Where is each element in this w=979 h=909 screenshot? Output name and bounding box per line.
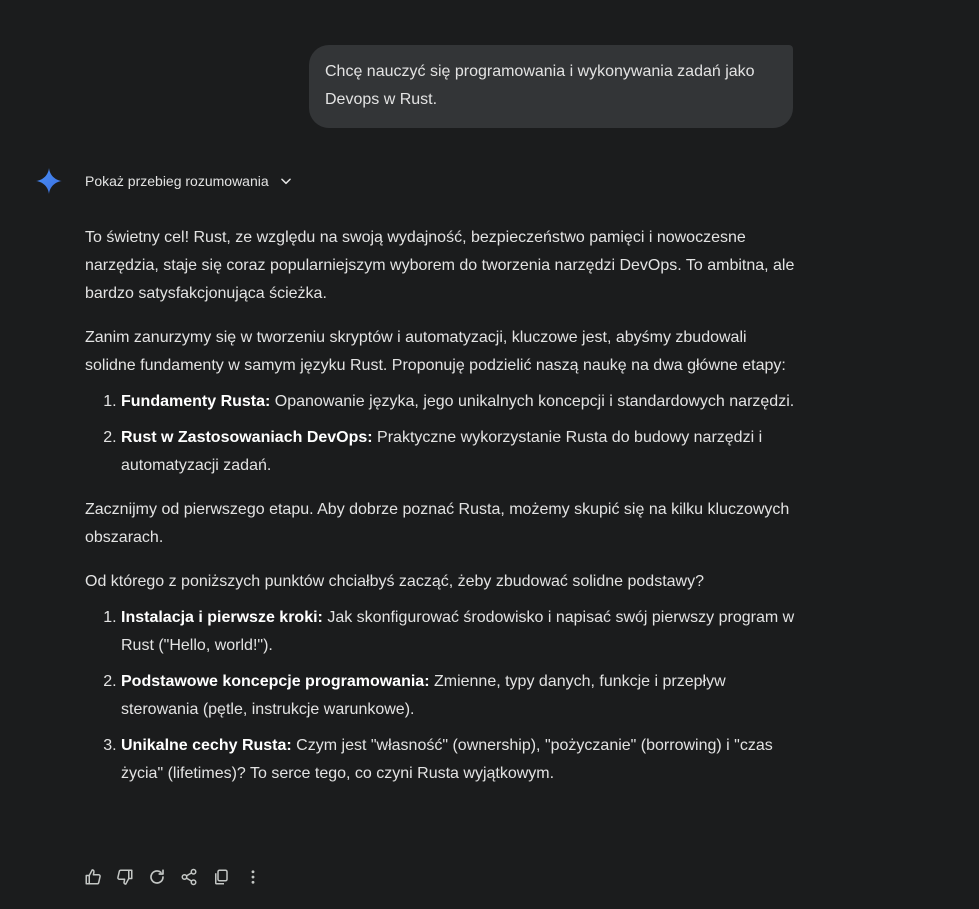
- assistant-response: [85, 224, 797, 804]
- response-paragraph: To świetny cel! Rust, ze względu na swoją wydajność, bezpieczeństwo pamięci i nowoczesne narzędzia, staje się coraz popularniejszym wyborem do tworzenia narzędzi DevOps. To ambitna, ale bardzo satysfakcjonująca ścieżka.: [85, 229, 795, 302]
- list-item-title: Instalacja i pierwsze kroki:: [121, 609, 323, 626]
- list-item: [121, 604, 797, 660]
- response-actions: [83, 864, 263, 890]
- good-response-button[interactable]: [83, 864, 103, 890]
- share-icon: [180, 868, 198, 886]
- thumbs-up-icon: [84, 868, 102, 886]
- list-item: [121, 732, 797, 788]
- list-item-title: Fundamenty Rusta:: [121, 393, 271, 410]
- list-item-text: Jak skonfigurować środowisko i napisać swój pierwszy program w Rust ("Hello, world!").: [121, 609, 795, 654]
- show-reasoning-label: Pokaż przebieg rozumowania: [85, 173, 269, 189]
- list-item-text: Opanowanie języka, jego unikalnych koncepcji i standardowych narzędzi.: [270, 393, 795, 410]
- response-paragraph: Zacznijmy od pierwszego etapu. Aby dobrze poznać Rusta, możemy skupić się na kilku kluczowych obszarach.: [85, 501, 790, 546]
- list-item-text: Czym jest "własność" (ownership), "pożyczanie" (borrowing) i "czas życia" (lifetimes)? To serce tego, co czyni Rusta wyjątkowym.: [121, 737, 773, 782]
- user-message-bubble: [309, 45, 793, 128]
- user-message-text: Chcę nauczyć się programowania i wykonywania zadań jako Devops w Rust.: [325, 63, 755, 108]
- more-vertical-icon: [244, 868, 262, 886]
- list-item: [121, 388, 797, 416]
- response-paragraph: Od którego z poniższych punktów chciałbyś zacząć, żeby zbudować solidne podstawy?: [85, 573, 704, 590]
- list-item-title: Podstawowe koncepcje programowania:: [121, 673, 430, 690]
- regenerate-icon: [148, 868, 166, 886]
- bad-response-button[interactable]: [115, 864, 135, 890]
- topics-list: [85, 604, 797, 788]
- list-item-text: Zmienne, typy danych, funkcje i przepływ sterowania (pętle, instrukcje warunkowe).: [121, 673, 726, 718]
- gemini-sparkle-icon: [36, 168, 62, 194]
- list-item-text: Praktyczne wykorzystanie Rusta do budowy narzędzi i automatyzacji zadań.: [121, 429, 763, 474]
- more-options-button[interactable]: [243, 864, 263, 890]
- show-reasoning-toggle[interactable]: [85, 170, 293, 192]
- response-paragraph: Zanim zanurzymy się w tworzeniu skryptów i automatyzacji, kluczowe jest, abyśmy zbudowali solidne fundamenty w samym języku Rust. Proponuję podzielić naszą naukę na dwa główne etapy:: [85, 329, 786, 374]
- list-item-title: Rust w Zastosowaniach DevOps:: [121, 429, 373, 446]
- stages-list: [85, 388, 797, 480]
- list-item-title: Unikalne cechy Rusta:: [121, 737, 292, 754]
- chevron-down-icon: [279, 174, 293, 188]
- regenerate-button[interactable]: [147, 864, 167, 890]
- copy-button[interactable]: [211, 864, 231, 890]
- assistant-avatar: [36, 167, 62, 195]
- list-item: [121, 424, 797, 480]
- share-button[interactable]: [179, 864, 199, 890]
- list-item: [121, 668, 797, 724]
- thumbs-down-icon: [116, 868, 134, 886]
- copy-icon: [212, 868, 230, 886]
